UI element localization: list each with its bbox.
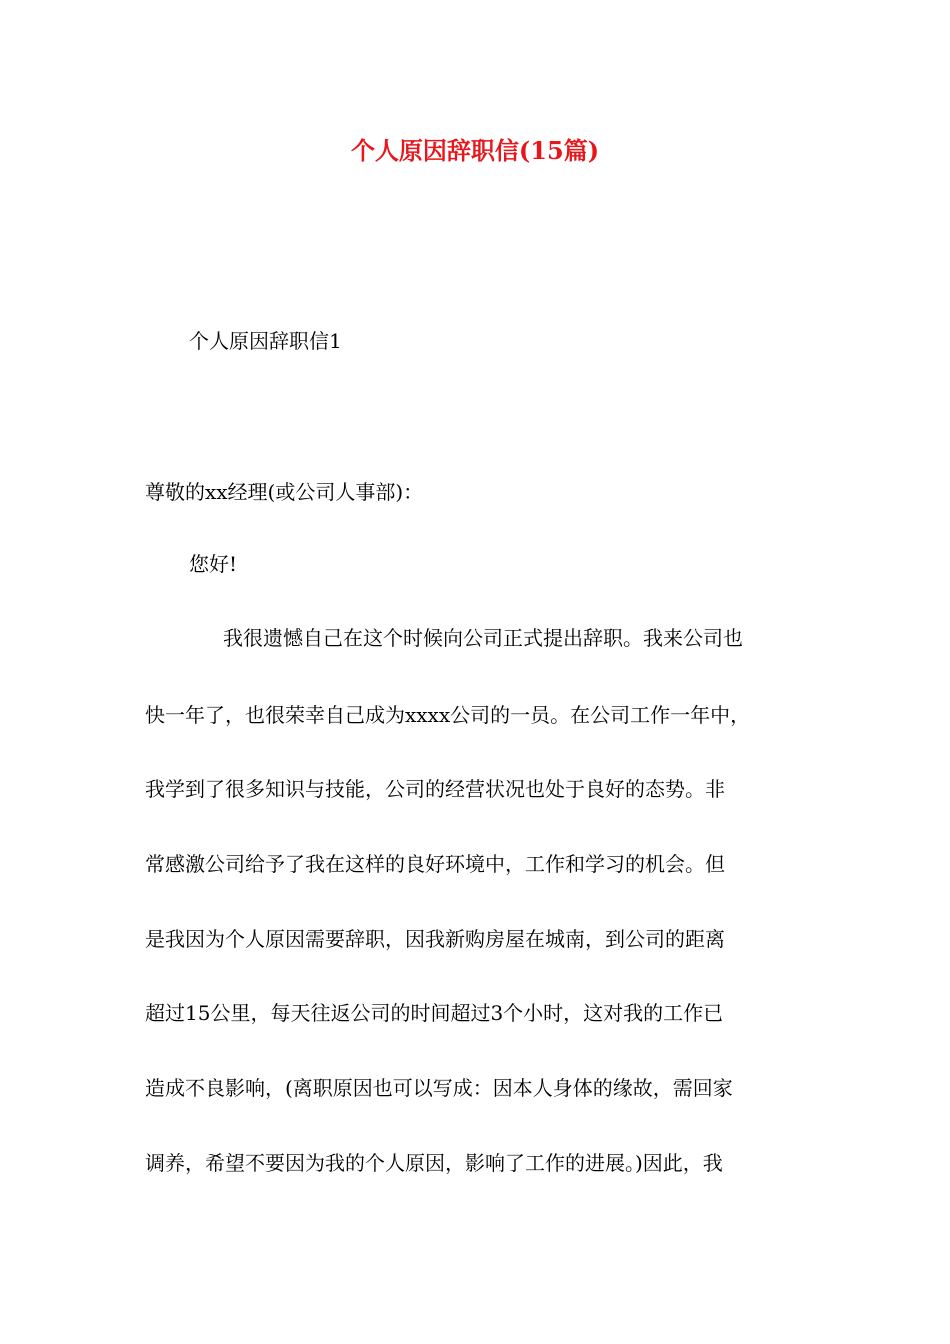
body-line: 快一年了，也很荣幸自己成为xxxx公司的一员。在公司工作一年中， [145,703,751,727]
greeting: 您好! [189,552,238,576]
body-line: 我很遗憾自己在这个时候向公司正式提出辞职。我来公司也 [223,626,743,650]
body-line: 调养，希望不要因为我的个人原因，影响了工作的进展。)因此，我 [145,1151,723,1175]
section-heading: 个人原因辞职信1 [189,329,342,353]
body-line: 是我因为个人原因需要辞职，因我新购房屋在城南，到公司的距离 [145,927,725,951]
document-title: 个人原因辞职信(15篇) [350,136,600,165]
body-line: 我学到了很多知识与技能，公司的经营状况也处于良好的态势。非 [145,777,725,801]
body-line: 造成不良影响，(离职原因也可以写成：因本人身体的缘故，需回家 [145,1076,733,1100]
body-line: 常感激公司给予了我在这样的良好环境中，工作和学习的机会。但 [145,852,725,876]
body-line: 超过15公里，每天往返公司的时间超过3个小时，这对我的工作已 [145,1001,724,1025]
salutation: 尊敬的xx经理(或公司人事部)： [145,480,424,504]
